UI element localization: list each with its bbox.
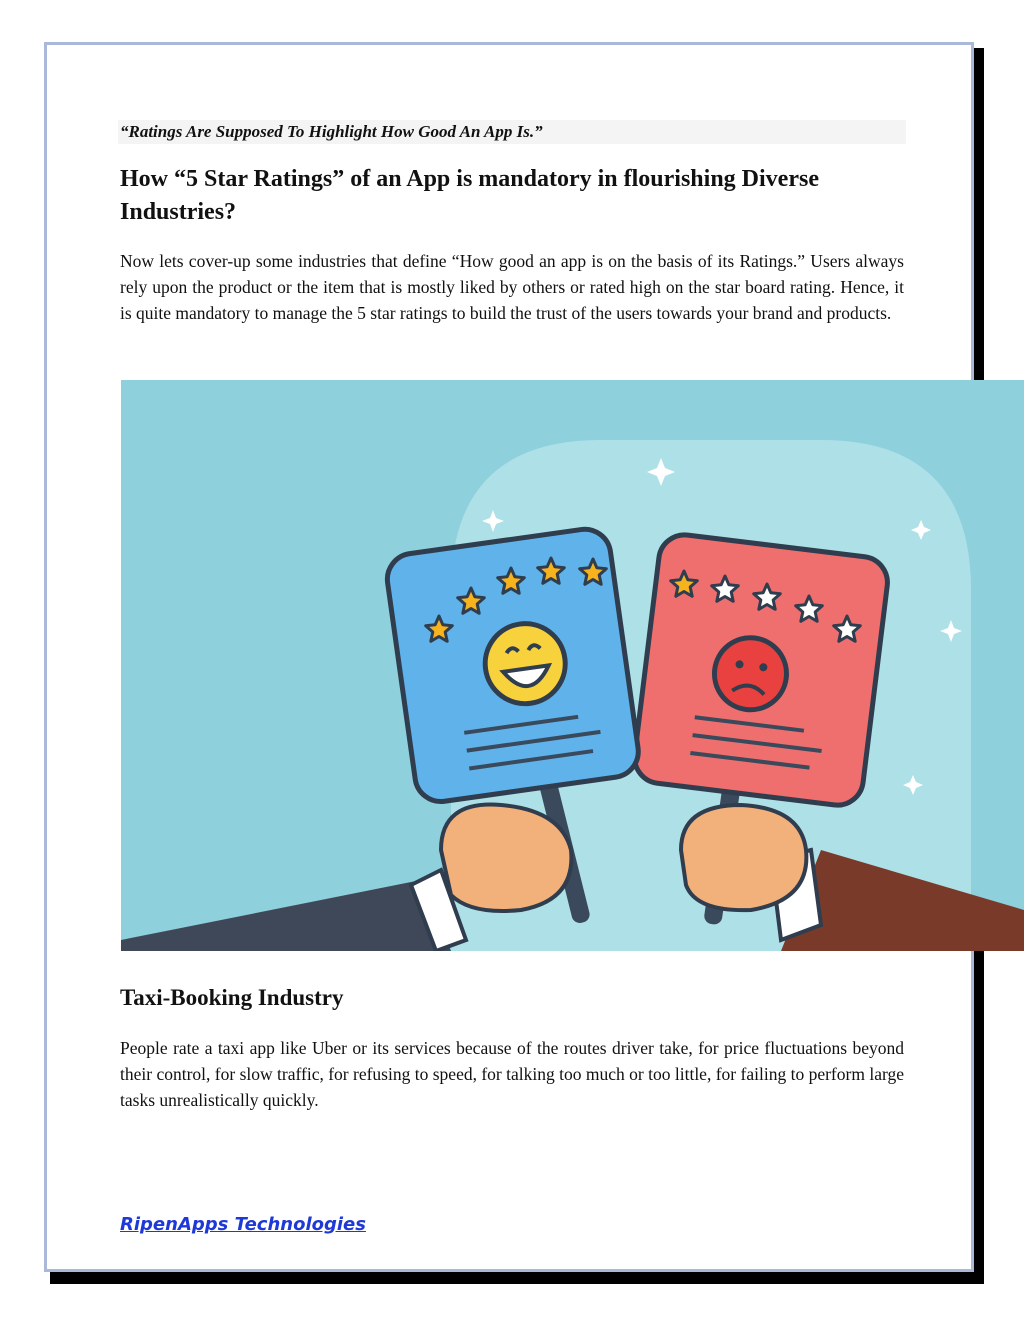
intro-paragraph: Now lets cover-up some industries that define “How good an app is on the basis of its Ratings.” Users always rely upon the product or the item that is mostly liked by others or rated high on the star board rating. Hence, it is quite mandatory to manage the 5 star ratings to build the trust of the users towards your brand and products. — [120, 251, 904, 323]
pull-quote: “Ratings Are Supposed To Highlight How Good An App Is.” — [118, 120, 906, 144]
right-hand-icon — [681, 805, 806, 910]
company-link[interactable]: RipenApps Technologies — [120, 1214, 366, 1235]
page-title: How “5 Star Ratings” of an App is mandatory in flourishing Diverse Industries? — [120, 166, 819, 225]
section-title: Taxi-Booking Industry — [120, 985, 344, 1010]
section-body: People rate a taxi app like Uber or its services because of the routes driver take, for price fluctuations beyond their control, for slow traffic, for refusing to speed, for talking too much or too little, for failing to perform large tasks unrealistically quickly. — [120, 1038, 904, 1110]
rating-illustration-svg — [121, 380, 1024, 951]
bad-rating-card — [632, 532, 891, 808]
left-hand-icon — [441, 805, 571, 911]
rating-illustration — [121, 380, 1024, 951]
